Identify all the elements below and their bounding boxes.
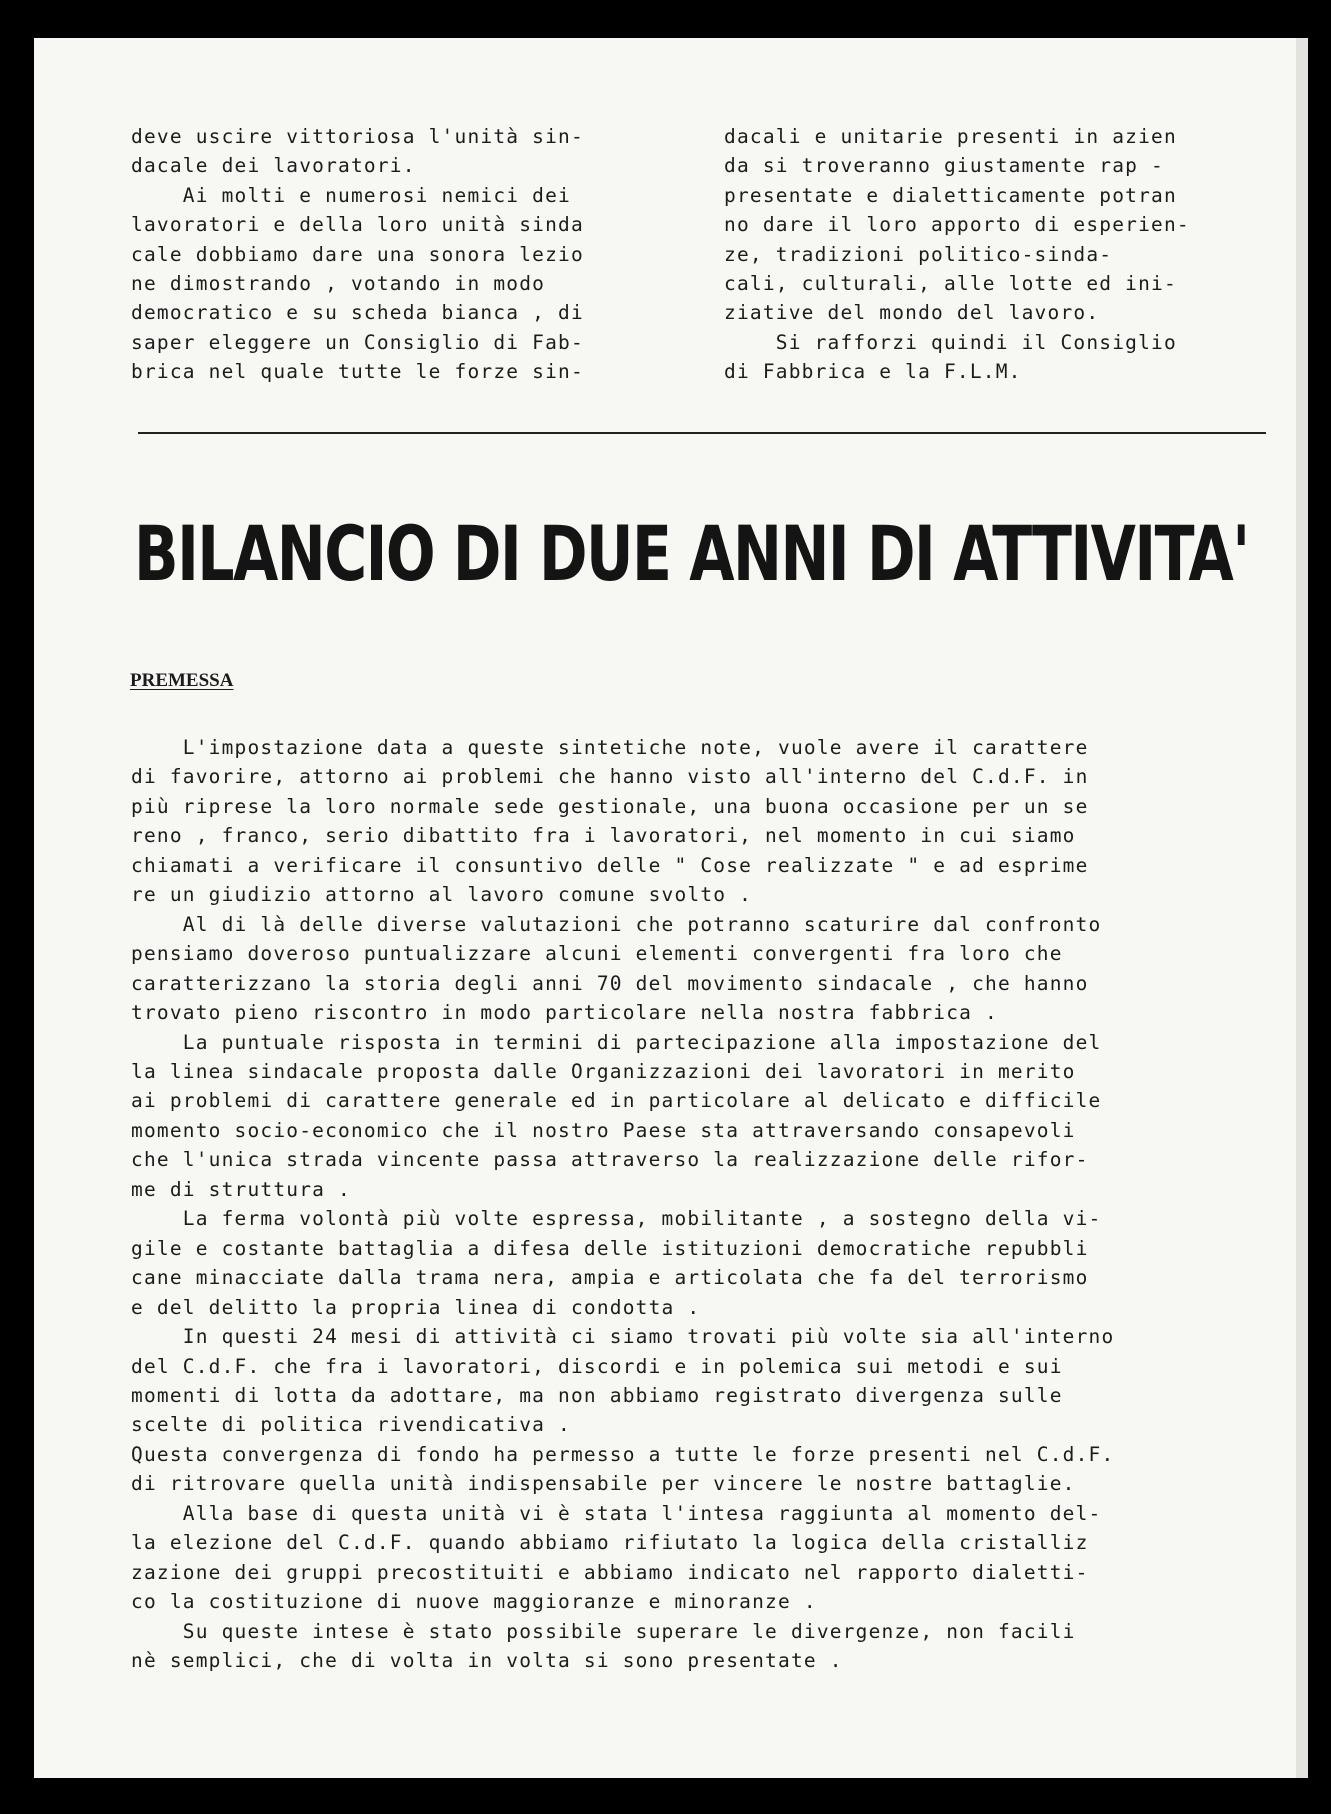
section-divider	[138, 432, 1266, 434]
article-body-text: L'impostazione data a queste sintetiche note, vuole avere il carattere di favorire, attorno ai problemi che hanno visto all'interno del C.d.F. in più riprese la loro normale sede gestionale, una buona occasione per un se reno , franco, serio dibattito fra i lavoratori, nel momento in cui siamo chiamati a verificare il consuntivo delle " Cose realizzate " e ad esprime re un giudizio attorno al lavoro comune svolto . Al di là delle diverse valutazioni che potranno scaturire dal confronto pensiamo doveroso puntualizzare alcuni elementi convergenti fra loro che caratterizzano la storia degli anni 70 del movimento sindacale , che hanno trovato pieno riscontro in modo particolare nella nostra fabbrica . La puntuale risposta in termini di partecipazione alla impostazione del la linea sindacale proposta dalle Organizzazioni dei lavoratori in merito ai problemi di carattere generale ed in particolare al delicato e difficile momento socio-economico che il nostro Paese sta attraversando consapevoli che l'unica strada vincente passa attraverso la realizzazione delle rifor- me di struttura . La ferma volontà più volte espressa, mobilitante , a sostegno della vi- gile e costante battaglia a difesa delle istituzioni democratiche repubbli cane minacciate dalla trama nera, ampia e articolata che fa del terrorismo e del delitto la propria linea di condotta . In questi 24 mesi di attività ci siamo trovati più volte sia all'interno del C.d.F. che fra i lavoratori, discordi e in polemica sui metodi e sui momenti di lotta da adottare, ma non abbiamo registrato divergenza sulle scelte di politica rivendicativa . Questa convergenza di fondo ha permesso a tutte le forze presenti nel C.d.F. di ritrovare quella unità indispensabile per vincere le nostre battaglie. Alla base di questa unità vi è stata l'intesa raggiunta al momento del- la elezione del C.d.F. quando abbiamo rifiutato la logica della cristalliz zazione dei gruppi precostituiti e abbiamo indicato nel rapporto dialetti- co la costituzione di nuove maggioranze e minoranze . Su queste intese è stato possibile superare le divergenze, non facili nè semplici, che di volta in volta si sono presentate .	[131, 736, 1115, 1673]
section-label-premessa: PREMESSA	[130, 670, 234, 691]
document-page	[34, 38, 1308, 1778]
article-headline: BILANCIO DI DUE ANNI DI ATTIVITA'	[134, 509, 1249, 598]
top-left-column-text: deve uscire vittoriosa l'unità sin- dacale dei lavoratori. Ai molti e numerosi nemici dei lavoratori e della loro unità sinda cale dobbiamo dare una sonora lezio ne dimostrando , votando in modo democratico e su scheda bianca , di saper eleggere un Consiglio di Fab- brica nel quale tutte le forze sin-	[131, 125, 584, 384]
top-right-column-text: dacali e unitarie presenti in azien da si troveranno giustamente rap - presentate e dialetticamente potran no dare il loro apporto di esperien- ze, tradizioni politico-sinda- cali, culturali, alle lotte ed ini- ziative del mondo del lavoro. Si rafforzi quindi il Consiglio di Fabbrica e la F.L.M.	[724, 125, 1190, 384]
page-edge	[1296, 38, 1308, 1778]
